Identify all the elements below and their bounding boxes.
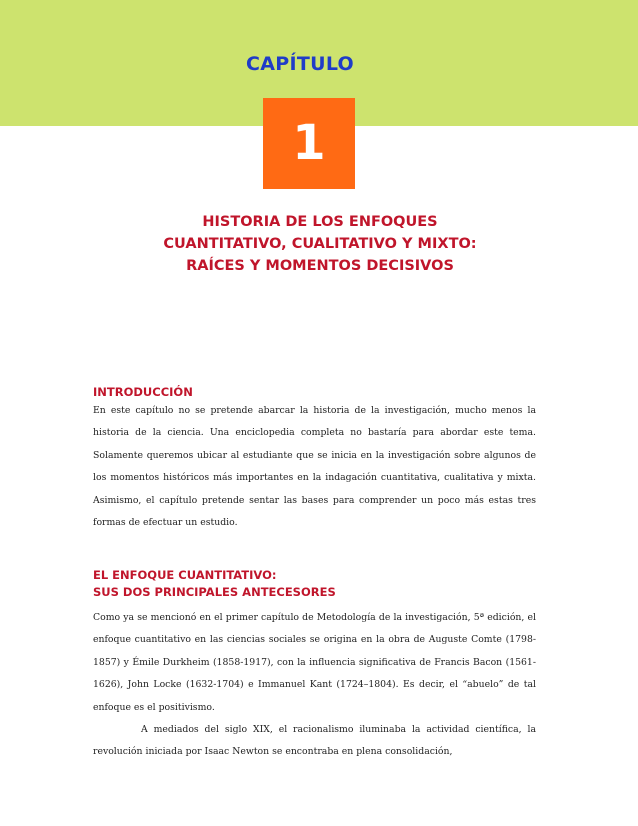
- chapter-title-line-3: RAÍCES Y MOMENTOS DECISIVOS: [186, 258, 454, 274]
- introduction-paragraph: En este capítulo no se pretende abarcar la historia de la investigación, mucho menos la historia de la ciencia. Una enciclopedia completa no bastaría para abordar este tema. Solamente queremos ubicar al estudiante que se inicia en la investigación sobre algunos de los momentos históricos más importantes en la indagación cuantitativa, cualitativa y mixta. Asimismo, el capítulo pretende sentar las bases para comprender un poco más estas tres formas de efectuar un estudio.: [93, 405, 536, 529]
- chapter-number: 1: [292, 115, 326, 171]
- quantitative-paragraph-2: A mediados del siglo XIX, el racionalismo iluminaba la actividad científica, la revolución iniciada por Isaac Newton se encontraba en plena consolidación,: [93, 724, 536, 758]
- chapter-title: [100, 211, 540, 277]
- chapter-title-line-1: HISTORIA DE LOS ENFOQUES: [202, 214, 438, 230]
- quantitative-heading-line-1: EL ENFOQUE CUANTITATIVO:: [93, 568, 277, 582]
- chapter-label: CAPÍTULO: [245, 53, 354, 75]
- quantitative-paragraph-1: Como ya se mencionó en el primer capítulo de Metodología de la investigación, 5ª edición, el enfoque cuantitativo en las ciencias sociales se origina en la obra de Auguste Comte (1798-1857) y Émile Durkheim (1858-1917), con la influencia significativa de Francis Bacon (1561-1626), John Locke (1632-1704) e Immanuel Kant (1724–1804). Es decir, el “abuelo” de tal enfoque es el positivismo.: [93, 612, 536, 713]
- introduction-heading-text: INTRODUCCIÓN: [93, 385, 193, 399]
- introduction-section: [93, 384, 536, 401]
- chapter-title-line-2: CUANTITATIVO, CUALITATIVO Y MIXTO:: [163, 236, 477, 252]
- chapter-number-box: [263, 98, 355, 189]
- quantitative-heading-line-2: SUS DOS PRINCIPALES ANTECESORES: [93, 585, 336, 599]
- quantitative-body: [93, 607, 536, 764]
- introduction-body: [93, 400, 536, 534]
- introduction-heading: [93, 384, 536, 401]
- quantitative-heading: [93, 567, 536, 601]
- quantitative-section: [93, 567, 536, 601]
